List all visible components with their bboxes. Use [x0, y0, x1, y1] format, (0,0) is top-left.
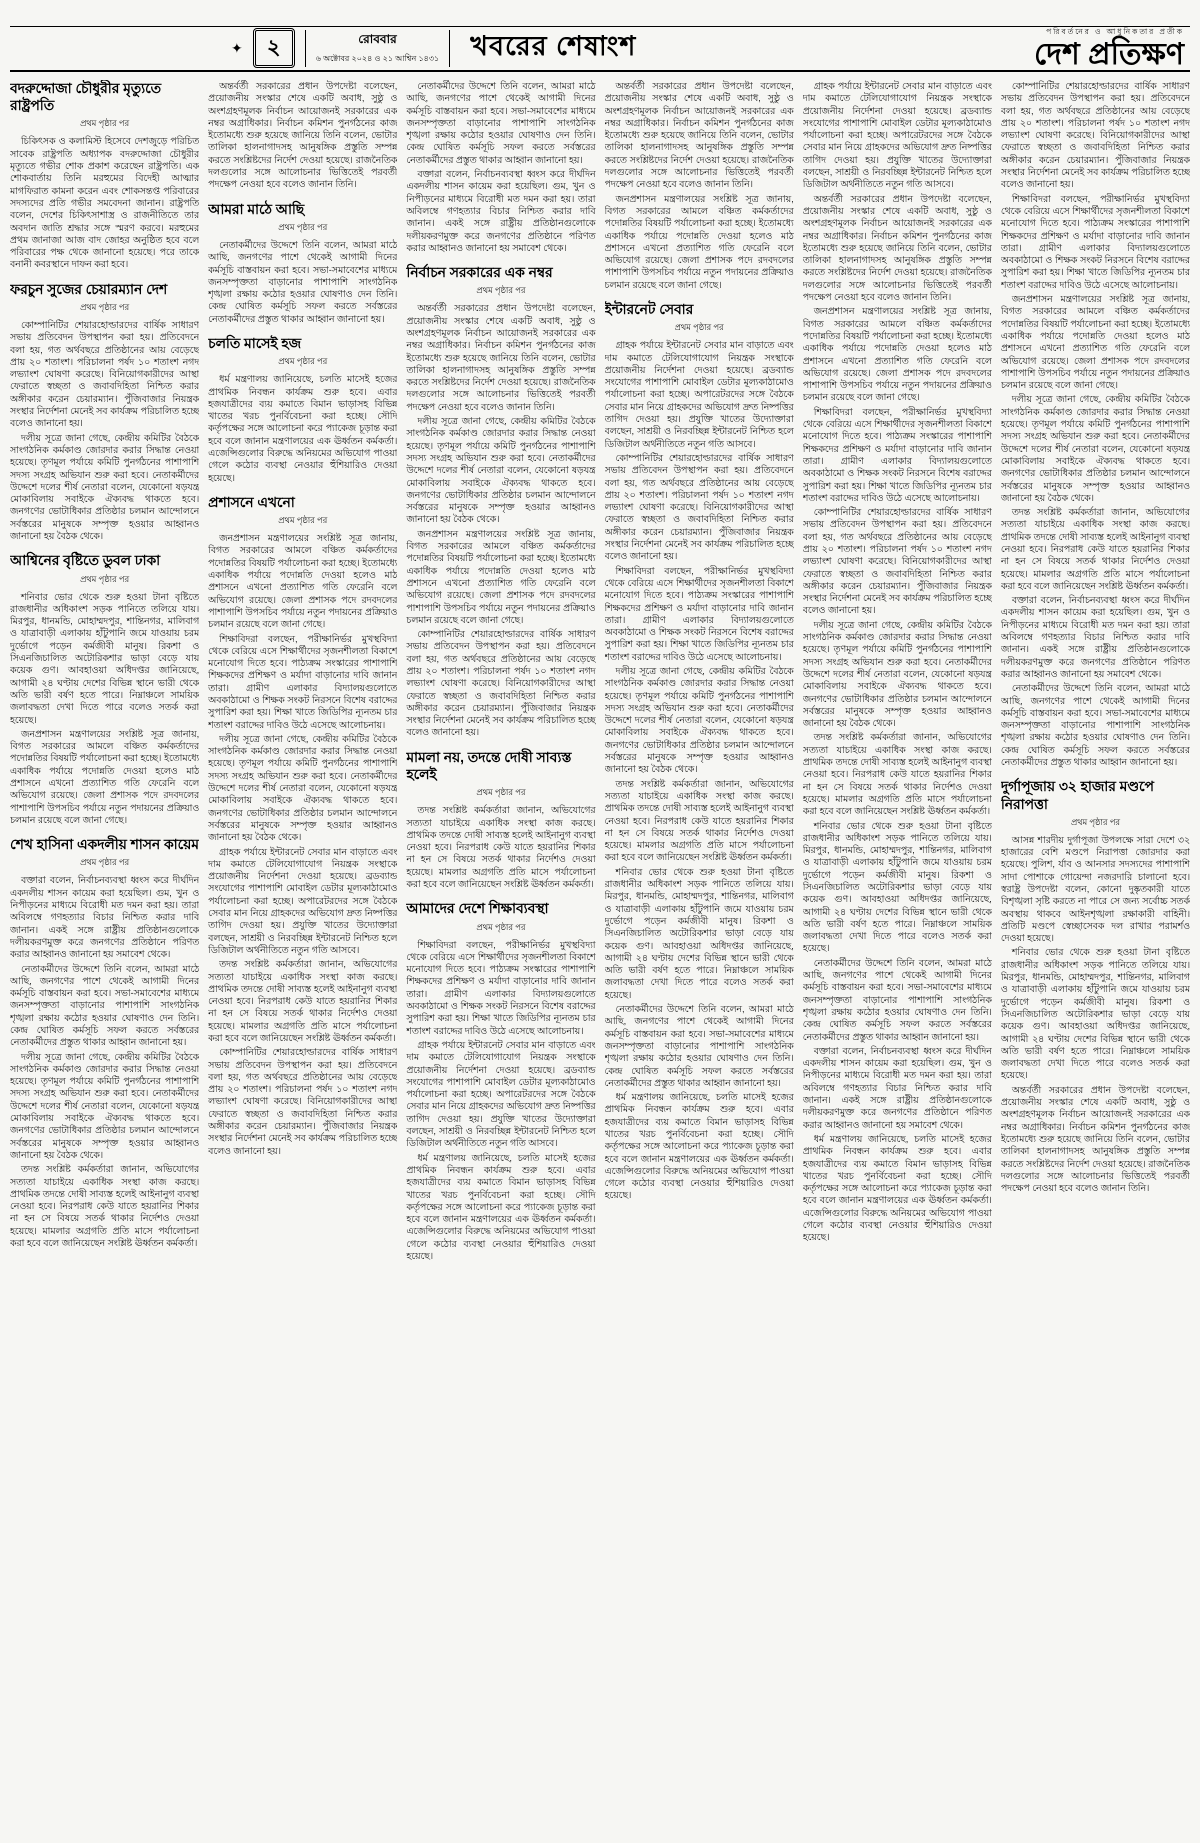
article-headline: মামলা নয়, তদন্তে দোষী সাব্যস্ত হলেই	[406, 749, 572, 783]
article-paragraph: গ্রাহক পর্যায়ে ইন্টারনেট সেবার মান বাড়াতে এবং দাম কমাতে টেলিযোগাযোগ নিয়ন্ত্রক সংস্থাকে প্রয়োজনীয় নির্দেশনা দেওয়া হয়েছে। ব্রডব্যান্ড সংযোগের পাশাপাশি মোবাইল ডেটার মূল্যকাঠামোও পর্যালোচনা করা হচ্ছে। অপারেটরদের সঙ্গে বৈঠকে সেবার মান নিয়ে গ্রাহকদের অভিযোগ দ্রুত নিষ্পত্তির তাগিদ দেওয়া হয়। প্রযুক্তি খাতের উদ্যোক্তারা বলছেন, সাশ্রয়ী ও নিরবচ্ছিন্ন ইন্টারনেট নিশ্চিত হলে ডিজিটাল অর্থনীতিতে নতুন গতি আসবে।	[208, 846, 398, 955]
day-label: রোববার	[358, 31, 397, 46]
article-headline: শেখ হাসিনা একদলীয় শাসন কায়েম	[10, 837, 199, 853]
section-title: খবরের শেষাংশ	[470, 30, 637, 61]
article-headline: দুর্গাপূজায় ৩২ হাজার মণ্ডপে নিরাপত্তা	[1000, 779, 1154, 812]
article-paragraph: বক্তারা বলেন, নির্বাচনব্যবস্থা ধ্বংস করে দীর্ঘদিন একদলীয় শাসন কায়েম করা হয়েছিল। গুম, খুন ও নিপীড়নের মাধ্যমে বিরোধী মত দমন করা হয়। তারা অবিলম্বে গণহত্যার বিচার নিশ্চিত করার দাবি জানান। একই সঙ্গে রাষ্ট্রীয় প্রতিষ্ঠানগুলোকে দলীয়করণমুক্ত করে জনগণের প্রতিষ্ঠানে পরিণত করার আহ্বানও জানানো হয় সমাবেশ থেকে।	[802, 1045, 992, 1130]
news-column	[208, 80, 397, 1830]
article-headline: আশ্বিনের বৃষ্টিতে ডুবল ঢাকা	[10, 553, 161, 569]
article-paragraph: নেতাকর্মীদের উদ্দেশে তিনি বলেন, আমরা মাঠে আছি, জনগণের পাশে থেকেই আগামী দিনের কর্মসূচি বাস্তবায়ন করা হবে। সভা-সমাবেশের মাধ্যমে জনসম্পৃক্ততা বাড়ানোর পাশাপাশি সাংগঠনিক শৃঙ্খলা রক্ষায় কঠোর হওয়ার ঘোষণাও দেন তিনি। কেন্দ্র ঘোষিত কর্মসূচি সফল করতে সর্বস্তরের নেতাকর্মীদের প্রস্তুত থাকার আহ্বান জানানো হয়।	[802, 957, 992, 1042]
article-paragraph: গ্রাহক পর্যায়ে ইন্টারনেট সেবার মান বাড়াতে এবং দাম কমাতে টেলিযোগাযোগ নিয়ন্ত্রক সংস্থাকে প্রয়োজনীয় নির্দেশনা দেওয়া হয়েছে। ব্রডব্যান্ড সংযোগের পাশাপাশি মোবাইল ডেটার মূল্যকাঠামোও পর্যালোচনা করা হচ্ছে। অপারেটরদের সঙ্গে বৈঠকে সেবার মান নিয়ে গ্রাহকদের অভিযোগ দ্রুত নিষ্পত্তির তাগিদ দেওয়া হয়। প্রযুক্তি খাতের উদ্যোক্তারা বলছেন, সাশ্রয়ী ও নিরবচ্ছিন্ন ইন্টারনেট নিশ্চিত হলে ডিজিটাল অর্থনীতিতে নতুন গতি আসবে।	[604, 340, 794, 449]
article-paragraph: নেতাকর্মীদের উদ্দেশে তিনি বলেন, আমরা মাঠে আছি, জনগণের পাশে থেকেই আগামী দিনের কর্মসূচি বাস্তবায়ন করা হবে। সভা-সমাবেশের মাধ্যমে জনসম্পৃক্ততা বাড়ানোর পাশাপাশি সাংগঠনিক শৃঙ্খলা রক্ষায় কঠোর হওয়ার ঘোষণাও দেন তিনি। কেন্দ্র ঘোষিত কর্মসূচি সফল করতে সর্বস্তরের নেতাকর্মীদের প্রস্তুত থাকার আহ্বান জানানো হয়।	[208, 239, 398, 324]
article-paragraph: শনিবার ভোর থেকে শুরু হওয়া টানা বৃষ্টিতে রাজধানীর অধিকাংশ সড়ক পানিতে তলিয়ে যায়। মিরপুর, ধানমন্ডি, মোহাম্মদপুর, শান্তিনগর, মালিবাগ ও যাত্রাবাড়ী এলাকায় হাঁটুপানি জমে যাওয়ায় চরম দুর্ভোগে পড়েন কর্মজীবী মানুষ। রিকশা ও সিএনজিচালিত অটোরিকশার ভাড়া বেড়ে যায় কয়েক গুণ। আবহাওয়া অধিদপ্তর জানিয়েছে, আগামী ২৪ ঘণ্টায় দেশের বিভিন্ন স্থানে ভারী থেকে অতি ভারী বর্ষণ হতে পারে। নিম্নাঞ্চলে সাময়িক জলাবদ্ধতা দেখা দিতে পারে বলেও সতর্ক করা হয়েছে।	[802, 820, 992, 954]
article-paragraph: ধর্ম মন্ত্রণালয় জানিয়েছে, চলতি মাসেই হজের প্রাথমিক নিবন্ধন কার্যক্রম শুরু হবে। এবার হজযাত্রীদের ব্যয় কমাতে বিমান ভাড়াসহ বিভিন্ন খাতের খরচ পুনর্বিবেচনা করা হচ্ছে। সৌদি কর্তৃপক্ষের সঙ্গে আলোচনা করে প্যাকেজ চূড়ান্ত করা হবে বলে জানান মন্ত্রণালয়ের এক ঊর্ধ্বতন কর্মকর্তা। এজেন্সিগুলোর বিরুদ্ধে অনিয়মের অভিযোগ পাওয়া গেলে কঠোর ব্যবস্থা নেওয়ার হুঁশিয়ারিও দেওয়া হয়েছে।	[604, 1092, 794, 1201]
article-paragraph: কোম্পানিটির শেয়ারহোল্ডারদের বার্ষিক সাধারণ সভায় প্রতিবেদন উপস্থাপন করা হয়। প্রতিবেদনে বলা হয়, গত অর্থবছরে প্রতিষ্ঠানের আয় বেড়েছে প্রায় ২০ শতাংশ। পরিচালনা পর্ষদ ১০ শতাংশ নগদ লভ্যাংশ ঘোষণা করেছে। বিনিয়োগকারীদের আস্থা ফেরাতে স্বচ্ছতা ও জবাবদিহিতা নিশ্চিত করার অঙ্গীকার করেন চেয়ারম্যান। পুঁজিবাজার নিয়ন্ত্রক সংস্থার নির্দেশনা মেনেই সব কার্যক্রম পরিচালিত হচ্ছে বলেও জানানো হয়।	[208, 1047, 398, 1156]
article-paragraph: বক্তারা বলেন, নির্বাচনব্যবস্থা ধ্বংস করে দীর্ঘদিন একদলীয় শাসন কায়েম করা হয়েছিল। গুম, খুন ও নিপীড়নের মাধ্যমে বিরোধী মত দমন করা হয়। তারা অবিলম্বে গণহত্যার বিচার নিশ্চিত করার দাবি জানান। একই সঙ্গে রাষ্ট্রীয় প্রতিষ্ঠানগুলোকে দলীয়করণমুক্ত করে জনগণের প্রতিষ্ঠানে পরিণত করার আহ্বানও জানানো হয় সমাবেশ থেকে।	[10, 875, 200, 960]
article-paragraph: শিক্ষাবিদরা বলছেন, পরীক্ষানির্ভর মুখস্থবিদ্যা থেকে বেরিয়ে এসে শিক্ষার্থীদের সৃজনশীলতা বিকাশে মনোযোগ দিতে হবে। পাঠ্যক্রম সংস্কারের পাশাপাশি শিক্ষকদের প্রশিক্ষণ ও মর্যাদা বাড়ানোর দাবি জানান তারা। গ্রামীণ এলাকার বিদ্যালয়গুলোতে অবকাঠামো ও শিক্ষক সংকট নিরসনে বিশেষ বরাদ্দের সুপারিশ করা হয়। শিক্ষা খাতে জিডিপির ন্যূনতম চার শতাংশ বরাদ্দের দাবিও উঠে এসেছে আলোচনায়।	[208, 633, 398, 730]
article-paragraph: তদন্ত সংশ্লিষ্ট কর্মকর্তারা জানান, অভিযোগের সত্যতা যাচাইয়ে একাধিক সংস্থা কাজ করছে। প্রাথমিক তদন্তে দোষী সাব্যস্ত হলেই আইনানুগ ব্যবস্থা নেওয়া হবে। নিরপরাধ কেউ যাতে হয়রানির শিকার না হন সে বিষয়ে সতর্ক থাকার নির্দেশও দেওয়া হয়েছে। মামলার অগ্রগতি প্রতি মাসে পর্যালোচনা করা হবে বলে জানিয়েছেন সংশ্লিষ্ট ঊর্ধ্বতন কর্মকর্তা।	[208, 959, 398, 1043]
continued-from-label: প্রথম পৃষ্ঠার পর	[80, 857, 130, 868]
article-paragraph: শনিবার ভোর থেকে শুরু হওয়া টানা বৃষ্টিতে রাজধানীর অধিকাংশ সড়ক পানিতে তলিয়ে যায়। মিরপুর, ধানমন্ডি, মোহাম্মদপুর, শান্তিনগর, মালিবাগ ও যাত্রাবাড়ী এলাকায় হাঁটুপানি জমে যাওয়ায় চরম দুর্ভোগে পড়েন কর্মজীবী মানুষ। রিকশা ও সিএনজিচালিত অটোরিকশার ভাড়া বেড়ে যায় কয়েক গুণ। আবহাওয়া অধিদপ্তর জানিয়েছে, আগামী ২৪ ঘণ্টায় দেশের বিভিন্ন স্থানে ভারী থেকে অতি ভারী বর্ষণ হতে পারে। নিম্নাঞ্চলে সাময়িক জলাবদ্ধতা দেখা দিতে পারে বলেও সতর্ক করা হয়েছে।	[604, 866, 794, 1000]
article-paragraph: কোম্পানিটির শেয়ারহোল্ডারদের বার্ষিক সাধারণ সভায় প্রতিবেদন উপস্থাপন করা হয়। প্রতিবেদনে বলা হয়, গত অর্থবছরে প্রতিষ্ঠানের আয় বেড়েছে প্রায় ২০ শতাংশ। পরিচালনা পর্ষদ ১০ শতাংশ নগদ লভ্যাংশ ঘোষণা করেছে। বিনিয়োগকারীদের আস্থা ফেরাতে স্বচ্ছতা ও জবাবদিহিতা নিশ্চিত করার অঙ্গীকার করেন চেয়ারম্যান। পুঁজিবাজার নিয়ন্ত্রক সংস্থার নির্দেশনা মেনেই সব কার্যক্রম পরিচালিত হচ্ছে বলেও জানানো হয়।	[802, 507, 992, 616]
article-paragraph: তদন্ত সংশ্লিষ্ট কর্মকর্তারা জানান, অভিযোগের সত্যতা যাচাইয়ে একাধিক সংস্থা কাজ করছে। প্রাথমিক তদন্তে দোষী সাব্যস্ত হলেই আইনানুগ ব্যবস্থা নেওয়া হবে। নিরপরাধ কেউ যাতে হয়রানির শিকার না হন সে বিষয়ে সতর্ক থাকার নির্দেশও দেওয়া হয়েছে। মামলার অগ্রগতি প্রতি মাসে পর্যালোচনা করা হবে বলে জানিয়েছেন সংশ্লিষ্ট ঊর্ধ্বতন কর্মকর্তা।	[604, 778, 794, 863]
continued-from-label: প্রথম পৃষ্ঠার পর	[1070, 816, 1120, 827]
article-paragraph: কোম্পানিটির শেয়ারহোল্ডারদের বার্ষিক সাধারণ সভায় প্রতিবেদন উপস্থাপন করা হয়। প্রতিবেদনে বলা হয়, গত অর্থবছরে প্রতিষ্ঠানের আয় বেড়েছে প্রায় ২০ শতাংশ। পরিচালনা পর্ষদ ১০ শতাংশ নগদ লভ্যাংশ ঘোষণা করেছে। বিনিয়োগকারীদের আস্থা ফেরাতে স্বচ্ছতা ও জবাবদিহিতা নিশ্চিত করার অঙ্গীকার করেন চেয়ারম্যান। পুঁজিবাজার নিয়ন্ত্রক সংস্থার নির্দেশনা মেনেই সব কার্যক্রম পরিচালিত হচ্ছে বলেও জানানো হয়।	[10, 319, 200, 429]
article-paragraph: শনিবার ভোর থেকে শুরু হওয়া টানা বৃষ্টিতে রাজধানীর অধিকাংশ সড়ক পানিতে তলিয়ে যায়। মিরপুর, ধানমন্ডি, মোহাম্মদপুর, শান্তিনগর, মালিবাগ ও যাত্রাবাড়ী এলাকায় হাঁটুপানি জমে যাওয়ায় চরম দুর্ভোগে পড়েন কর্মজীবী মানুষ। রিকশা ও সিএনজিচালিত অটোরিকশার ভাড়া বেড়ে যায় কয়েক গুণ। আবহাওয়া অধিদপ্তর জানিয়েছে, আগামী ২৪ ঘণ্টায় দেশের বিভিন্ন স্থানে ভারী থেকে অতি ভারী বর্ষণ হতে পারে। নিম্নাঞ্চলে সাময়িক জলাবদ্ধতা দেখা দিতে পারে বলেও সতর্ক করা হয়েছে।	[1000, 947, 1190, 1081]
continued-from-label: প্রথম পৃষ্ঠার পর	[80, 301, 130, 312]
article-paragraph: শিক্ষাবিদরা বলছেন, পরীক্ষানির্ভর মুখস্থবিদ্যা থেকে বেরিয়ে এসে শিক্ষার্থীদের সৃজনশীলতা বিকাশে মনোযোগ দিতে হবে। পাঠ্যক্রম সংস্কারের পাশাপাশি শিক্ষকদের প্রশিক্ষণ ও মর্যাদা বাড়ানোর দাবি জানান তারা। গ্রামীণ এলাকার বিদ্যালয়গুলোতে অবকাঠামো ও শিক্ষক সংকট নিরসনে বিশেষ বরাদ্দের সুপারিশ করা হয়। শিক্ষা খাতে জিডিপির ন্যূনতম চার শতাংশ বরাদ্দের দাবিও উঠে এসেছে আলোচনায়।	[604, 565, 794, 662]
article-paragraph: বক্তারা বলেন, নির্বাচনব্যবস্থা ধ্বংস করে দীর্ঘদিন একদলীয় শাসন কায়েম করা হয়েছিল। গুম, খুন ও নিপীড়নের মাধ্যমে বিরোধী মত দমন করা হয়। তারা অবিলম্বে গণহত্যার বিচার নিশ্চিত করার দাবি জানান। একই সঙ্গে রাষ্ট্রীয় প্রতিষ্ঠানগুলোকে দলীয়করণমুক্ত করে জনগণের প্রতিষ্ঠানে পরিণত করার আহ্বানও জানানো হয় সমাবেশ থেকে।	[1000, 595, 1190, 679]
article-paragraph: দলীয় সূত্রে জানা গেছে, কেন্দ্রীয় কমিটির বৈঠকে সাংগঠনিক কর্মকাণ্ড জোরদার করার সিদ্ধান্ত নেওয়া হয়েছে। তৃণমূল পর্যায়ে কমিটি পুনর্গঠনের পাশাপাশি সদস্য সংগ্রহ অভিযান শুরু করা হবে। নেতাকর্মীদের উদ্দেশে দলের শীর্ষ নেতারা বলেন, যেকোনো ষড়যন্ত্র মোকাবিলায় সবাইকে ঐক্যবদ্ধ থাকতে হবে। জনগণের ভোটাধিকার প্রতিষ্ঠার চলমান আন্দোলনে সর্বস্তরের মানুষকে সম্পৃক্ত হওয়ার আহ্বানও জানানো হয় বৈঠক থেকে।	[208, 733, 398, 843]
article-paragraph: তদন্ত সংশ্লিষ্ট কর্মকর্তারা জানান, অভিযোগের সত্যতা যাচাইয়ে একাধিক সংস্থা কাজ করছে। প্রাথমিক তদন্তে দোষী সাব্যস্ত হলেই আইনানুগ ব্যবস্থা নেওয়া হবে। নিরপরাধ কেউ যাতে হয়রানির শিকার না হন সে বিষয়ে সতর্ক থাকার নির্দেশও দেওয়া হয়েছে। মামলার অগ্রগতি প্রতি মাসে পর্যালোচনা করা হবে বলে জানিয়েছেন সংশ্লিষ্ট ঊর্ধ্বতন কর্মকর্তা।	[802, 732, 992, 817]
article-paragraph: বক্তারা বলেন, নির্বাচনব্যবস্থা ধ্বংস করে দীর্ঘদিন একদলীয় শাসন কায়েম করা হয়েছিল। গুম, খুন ও নিপীড়নের মাধ্যমে বিরোধী মত দমন করা হয়। তারা অবিলম্বে গণহত্যার বিচার নিশ্চিত করার দাবি জানান। একই সঙ্গে রাষ্ট্রীয় প্রতিষ্ঠানগুলোকে দলীয়করণমুক্ত করে জনগণের প্রতিষ্ঠানে পরিণত করার আহ্বানও জানানো হয় সমাবেশ থেকে।	[406, 169, 596, 253]
article-paragraph: অন্তর্বর্তী সরকারের প্রধান উপদেষ্টা বলেছেন, প্রয়োজনীয় সংস্কার শেষে একটি অবাধ, সুষ্ঠু ও অংশগ্রহণমূলক নির্বাচন আয়োজনই সরকারের এক নম্বর অগ্রাধিকার। নির্বাচন কমিশন পুনর্গঠনের কাজ ইতোমধ্যে শুরু হয়েছে জানিয়ে তিনি বলেন, ভোটার তালিকা হালনাগাদসহ আনুষঙ্গিক প্রস্তুতি সম্পন্ন করতে সংশ্লিষ্টদের নির্দেশ দেওয়া হয়েছে। রাজনৈতিক দলগুলোর সঙ্গে আলোচনার ভিত্তিতেই পরবর্তী পদক্ষেপ নেওয়া হবে বলেও জানান তিনি।	[802, 193, 992, 303]
article-paragraph: নেতাকর্মীদের উদ্দেশে তিনি বলেন, আমরা মাঠে আছি, জনগণের পাশে থেকেই আগামী দিনের কর্মসূচি বাস্তবায়ন করা হবে। সভা-সমাবেশের মাধ্যমে জনসম্পৃক্ততা বাড়ানোর পাশাপাশি সাংগঠনিক শৃঙ্খলা রক্ষায় কঠোর হওয়ার ঘোষণাও দেন তিনি। কেন্দ্র ঘোষিত কর্মসূচি সফল করতে সর্বস্তরের নেতাকর্মীদের প্রস্তুত থাকার আহ্বান জানানো হয়।	[604, 1004, 794, 1088]
article-headline: চলতি মাসেই হজ	[208, 335, 301, 351]
article-paragraph: আসন্ন শারদীয় দুর্গাপূজা উপলক্ষে সারা দেশে ৩২ হাজারের বেশি মণ্ডপে নিরাপত্তা জোরদার করা হয়েছে। পুলিশ, র্যাব ও আনসার সদস্যদের পাশাপাশি সাদা পোশাকে গোয়েন্দা নজরদারি চালানো হবে। স্বরাষ্ট্র উপদেষ্টা বলেন, কোনো দুষ্কৃতকারী যাতে বিশৃঙ্খলা সৃষ্টি করতে না পারে সে জন্য সর্বোচ্চ সতর্ক অবস্থায় থাকবে আইনশৃঙ্খলা রক্ষাকারী বাহিনী। প্রতিটি মণ্ডপে স্বেচ্ছাসেবক দল রাখার পরামর্শও দেওয়া হয়েছে।	[1000, 834, 1190, 944]
article-paragraph: কোম্পানিটির শেয়ারহোল্ডারদের বার্ষিক সাধারণ সভায় প্রতিবেদন উপস্থাপন করা হয়। প্রতিবেদনে বলা হয়, গত অর্থবছরে প্রতিষ্ঠানের আয় বেড়েছে প্রায় ২০ শতাংশ। পরিচালনা পর্ষদ ১০ শতাংশ নগদ লভ্যাংশ ঘোষণা করেছে। বিনিয়োগকারীদের আস্থা ফেরাতে স্বচ্ছতা ও জবাবদিহিতা নিশ্চিত করার অঙ্গীকার করেন চেয়ারম্যান। পুঁজিবাজার নিয়ন্ত্রক সংস্থার নির্দেশনা মেনেই সব কার্যক্রম পরিচালিত হচ্ছে বলেও জানানো হয়।	[1000, 81, 1190, 190]
article-paragraph: শনিবার ভোর থেকে শুরু হওয়া টানা বৃষ্টিতে রাজধানীর অধিকাংশ সড়ক পানিতে তলিয়ে যায়। মিরপুর, ধানমন্ডি, মোহাম্মদপুর, শান্তিনগর, মালিবাগ ও যাত্রাবাড়ী এলাকায় হাঁটুপানি জমে যাওয়ায় চরম দুর্ভোগে পড়েন কর্মজীবী মানুষ। রিকশা ও সিএনজিচালিত অটোরিকশার ভাড়া বেড়ে যায় কয়েক গুণ। আবহাওয়া অধিদপ্তর জানিয়েছে, আগামী ২৪ ঘণ্টায় দেশের বিভিন্ন স্থানে ভারী থেকে অতি ভারী বর্ষণ হতে পারে। নিম্নাঞ্চলে সাময়িক জলাবদ্ধতা দেখা দিতে পারে বলেও সতর্ক করা হয়েছে।	[10, 591, 200, 725]
article-paragraph: দলীয় সূত্রে জানা গেছে, কেন্দ্রীয় কমিটির বৈঠকে সাংগঠনিক কর্মকাণ্ড জোরদার করার সিদ্ধান্ত নেওয়া হয়েছে। তৃণমূল পর্যায়ে কমিটি পুনর্গঠনের পাশাপাশি সদস্য সংগ্রহ অভিযান শুরু করা হবে। নেতাকর্মীদের উদ্দেশে দলের শীর্ষ নেতারা বলেন, যেকোনো ষড়যন্ত্র মোকাবিলায় সবাইকে ঐক্যবদ্ধ থাকতে হবে। জনগণের ভোটাধিকার প্রতিষ্ঠার চলমান আন্দোলনে সর্বস্তরের মানুষকে সম্পৃক্ত হওয়ার আহ্বানও জানানো হয় বৈঠক থেকে।	[406, 416, 596, 525]
article-paragraph: ধর্ম মন্ত্রণালয় জানিয়েছে, চলতি মাসেই হজের প্রাথমিক নিবন্ধন কার্যক্রম শুরু হবে। এবার হজযাত্রীদের ব্যয় কমাতে বিমান ভাড়াসহ বিভিন্ন খাতের খরচ পুনর্বিবেচনা করা হচ্ছে। সৌদি কর্তৃপক্ষের সঙ্গে আলোচনা করে প্যাকেজ চূড়ান্ত করা হবে বলে জানান মন্ত্রণালয়ের এক ঊর্ধ্বতন কর্মকর্তা। এজেন্সিগুলোর বিরুদ্ধে অনিয়মের অভিযোগ পাওয়া গেলে কঠোর ব্যবস্থা নেওয়ার হুঁশিয়ারিও দেওয়া হয়েছে।	[208, 374, 398, 483]
continued-from-label: প্রথম পৃষ্ঠার পর	[674, 322, 724, 333]
article-paragraph: নেতাকর্মীদের উদ্দেশে তিনি বলেন, আমরা মাঠে আছি, জনগণের পাশে থেকেই আগামী দিনের কর্মসূচি বাস্তবায়ন করা হবে। সভা-সমাবেশের মাধ্যমে জনসম্পৃক্ততা বাড়ানোর পাশাপাশি সাংগঠনিক শৃঙ্খলা রক্ষায় কঠোর হওয়ার ঘোষণাও দেন তিনি। কেন্দ্র ঘোষিত কর্মসূচি সফল করতে সর্বস্তরের নেতাকর্মীদের প্রস্তুত থাকার আহ্বান জানানো হয়।	[10, 963, 200, 1048]
article-headline: ইন্টারনেট সেবার	[604, 302, 694, 318]
article-paragraph: অন্তর্বর্তী সরকারের প্রধান উপদেষ্টা বলেছেন, প্রয়োজনীয় সংস্কার শেষে একটি অবাধ, সুষ্ঠু ও অংশগ্রহণমূলক নির্বাচন আয়োজনই সরকারের এক নম্বর অগ্রাধিকার। নির্বাচন কমিশন পুনর্গঠনের কাজ ইতোমধ্যে শুরু হয়েছে জানিয়ে তিনি বলেন, ভোটার তালিকা হালনাগাদসহ আনুষঙ্গিক প্রস্তুতি সম্পন্ন করতে সংশ্লিষ্টদের নির্দেশ দেওয়া হয়েছে। রাজনৈতিক দলগুলোর সঙ্গে আলোচনার ভিত্তিতেই পরবর্তী পদক্ষেপ নেওয়া হবে বলেও জানান তিনি।	[406, 303, 596, 412]
article-headline: আমাদের দেশে শিক্ষাব্যবস্থা	[406, 901, 549, 917]
article-paragraph: শিক্ষাবিদরা বলছেন, পরীক্ষানির্ভর মুখস্থবিদ্যা থেকে বেরিয়ে এসে শিক্ষার্থীদের সৃজনশীলতা বিকাশে মনোযোগ দিতে হবে। পাঠ্যক্রম সংস্কারের পাশাপাশি শিক্ষকদের প্রশিক্ষণ ও মর্যাদা বাড়ানোর দাবি জানান তারা। গ্রামীণ এলাকার বিদ্যালয়গুলোতে অবকাঠামো ও শিক্ষক সংকট নিরসনে বিশেষ বরাদ্দের সুপারিশ করা হয়। শিক্ষা খাতে জিডিপির ন্যূনতম চার শতাংশ বরাদ্দের দাবিও উঠে এসেছে আলোচনায়।	[406, 939, 596, 1036]
article-paragraph: চিকিৎসক ও কলামিস্ট হিসেবে দেশজুড়ে পরিচিত সাবেক রাষ্ট্রপতি অধ্যাপক বদরুদ্দোজা চৌধুরীর মৃত্যুতে গভীর শোক প্রকাশ করেছেন রাষ্ট্রপতি। এক শোকবার্তায় তিনি মরহুমের বিদেহী আত্মার মাগফিরাত কামনা করেন এবং শোকসন্তপ্ত পরিবারের সদস্যদের প্রতি গভীর সমবেদনা জানান। রাষ্ট্রপতি বলেন, দেশের চিকিৎসাশাস্ত্র ও রাজনীতিতে তার অবদান জাতি শ্রদ্ধার সঙ্গে স্মরণ করবে। মরহুমের প্রথম জানাজা আজ বাদ জোহর অনুষ্ঠিত হবে বলে পরিবারের পক্ষ থেকে জানানো হয়েছে। পরে তাকে বনানী কবরস্থানে দাফন করা হবে।	[10, 136, 200, 270]
article-headline: বদরুদ্দোজা চৌধুরীর মৃত্যুতে রাষ্ট্রপতি	[10, 81, 162, 114]
news-column	[803, 80, 992, 1830]
news-column	[10, 80, 199, 1830]
date-block	[305, 30, 451, 67]
newspaper-brand	[1034, 27, 1184, 70]
article-paragraph: জনপ্রশাসন মন্ত্রণালয়ের সংশ্লিষ্ট সূত্র জানায়, বিগত সরকারের আমলে বঞ্চিত কর্মকর্তাদের পদোন্নতির বিষয়টি পর্যালোচনা করা হচ্ছে। ইতোমধ্যে একাধিক পর্যায়ে পদোন্নতি দেওয়া হলেও মাঠ প্রশাসনে এখনো প্রত্যাশিত গতি ফেরেনি বলে অভিযোগ রয়েছে। জেলা প্রশাসক পদে রদবদলের পাশাপাশি উপসচিব পর্যায়ে নতুন পদায়নের প্রক্রিয়াও চলমান রয়েছে বলে জানা গেছে।	[802, 306, 992, 403]
continued-from-label: প্রথম পৃষ্ঠার পর	[278, 356, 328, 367]
continued-from-label: প্রথম পৃষ্ঠার পর	[278, 515, 328, 526]
article-paragraph: ধর্ম মন্ত্রণালয় জানিয়েছে, চলতি মাসেই হজের প্রাথমিক নিবন্ধন কার্যক্রম শুরু হবে। এবার হজযাত্রীদের ব্যয় কমাতে বিমান ভাড়াসহ বিভিন্ন খাতের খরচ পুনর্বিবেচনা করা হচ্ছে। সৌদি কর্তৃপক্ষের সঙ্গে আলোচনা করে প্যাকেজ চূড়ান্ত করা হবে বলে জানান মন্ত্রণালয়ের এক ঊর্ধ্বতন কর্মকর্তা। এজেন্সিগুলোর বিরুদ্ধে অনিয়মের অভিযোগ পাওয়া গেলে কঠোর ব্যবস্থা নেওয়ার হুঁশিয়ারিও দেওয়া হয়েছে।	[406, 1152, 596, 1261]
article-paragraph: কোম্পানিটির শেয়ারহোল্ডারদের বার্ষিক সাধারণ সভায় প্রতিবেদন উপস্থাপন করা হয়। প্রতিবেদনে বলা হয়, গত অর্থবছরে প্রতিষ্ঠানের আয় বেড়েছে প্রায় ২০ শতাংশ। পরিচালনা পর্ষদ ১০ শতাংশ নগদ লভ্যাংশ ঘোষণা করেছে। বিনিয়োগকারীদের আস্থা ফেরাতে স্বচ্ছতা ও জবাবদিহিতা নিশ্চিত করার অঙ্গীকার করেন চেয়ারম্যান। পুঁজিবাজার নিয়ন্ত্রক সংস্থার নির্দেশনা মেনেই সব কার্যক্রম পরিচালিত হচ্ছে বলেও জানানো হয়।	[604, 452, 794, 562]
article-paragraph: কোম্পানিটির শেয়ারহোল্ডারদের বার্ষিক সাধারণ সভায় প্রতিবেদন উপস্থাপন করা হয়। প্রতিবেদনে বলা হয়, গত অর্থবছরে প্রতিষ্ঠানের আয় বেড়েছে প্রায় ২০ শতাংশ। পরিচালনা পর্ষদ ১০ শতাংশ নগদ লভ্যাংশ ঘোষণা করেছে। বিনিয়োগকারীদের আস্থা ফেরাতে স্বচ্ছতা ও জবাবদিহিতা নিশ্চিত করার অঙ্গীকার করেন চেয়ারম্যান। পুঁজিবাজার নিয়ন্ত্রক সংস্থার নির্দেশনা মেনেই সব কার্যক্রম পরিচালিত হচ্ছে বলেও জানানো হয়।	[406, 629, 596, 738]
article-paragraph: দলীয় সূত্রে জানা গেছে, কেন্দ্রীয় কমিটির বৈঠকে সাংগঠনিক কর্মকাণ্ড জোরদার করার সিদ্ধান্ত নেওয়া হয়েছে। তৃণমূল পর্যায়ে কমিটি পুনর্গঠনের পাশাপাশি সদস্য সংগ্রহ অভিযান শুরু করা হবে। নেতাকর্মীদের উদ্দেশে দলের শীর্ষ নেতারা বলেন, যেকোনো ষড়যন্ত্র মোকাবিলায় সবাইকে ঐক্যবদ্ধ থাকতে হবে। জনগণের ভোটাধিকার প্রতিষ্ঠার চলমান আন্দোলনে সর্বস্তরের মানুষকে সম্পৃক্ত হওয়ার আহ্বানও জানানো হয় বৈঠক থেকে।	[10, 1051, 200, 1160]
continued-from-label: প্রথম পৃষ্ঠার পর	[476, 787, 526, 798]
article-paragraph: জনপ্রশাসন মন্ত্রণালয়ের সংশ্লিষ্ট সূত্র জানায়, বিগত সরকারের আমলে বঞ্চিত কর্মকর্তাদের পদোন্নতির বিষয়টি পর্যালোচনা করা হচ্ছে। ইতোমধ্যে একাধিক পর্যায়ে পদোন্নতি দেওয়া হলেও মাঠ প্রশাসনে এখনো প্রত্যাশিত গতি ফেরেনি বলে অভিযোগ রয়েছে। জেলা প্রশাসক পদে রদবদলের পাশাপাশি উপসচিব পর্যায়ে নতুন পদায়নের প্রক্রিয়াও চলমান রয়েছে বলে জানা গেছে।	[10, 728, 200, 825]
continued-from-label: প্রথম পৃষ্ঠার পর	[80, 118, 130, 129]
news-column	[605, 80, 794, 1830]
article-paragraph: জনপ্রশাসন মন্ত্রণালয়ের সংশ্লিষ্ট সূত্র জানায়, বিগত সরকারের আমলে বঞ্চিত কর্মকর্তাদের পদোন্নতির বিষয়টি পর্যালোচনা করা হচ্ছে। ইতোমধ্যে একাধিক পর্যায়ে পদোন্নতি দেওয়া হলেও মাঠ প্রশাসনে এখনো প্রত্যাশিত গতি ফেরেনি বলে অভিযোগ রয়েছে। জেলা প্রশাসক পদে রদবদলের পাশাপাশি উপসচিব পর্যায়ে নতুন পদায়নের প্রক্রিয়াও চলমান রয়েছে বলে জানা গেছে।	[208, 533, 398, 630]
article-paragraph: তদন্ত সংশ্লিষ্ট কর্মকর্তারা জানান, অভিযোগের সত্যতা যাচাইয়ে একাধিক সংস্থা কাজ করছে। প্রাথমিক তদন্তে দোষী সাব্যস্ত হলেই আইনানুগ ব্যবস্থা নেওয়া হবে। নিরপরাধ কেউ যাতে হয়রানির শিকার না হন সে বিষয়ে সতর্ক থাকার নির্দেশও দেওয়া হয়েছে। মামলার অগ্রগতি প্রতি মাসে পর্যালোচনা করা হবে বলে জানিয়েছেন সংশ্লিষ্ট ঊর্ধ্বতন কর্মকর্তা।	[406, 805, 596, 890]
article-headline: প্রশাসনে এখনো	[208, 494, 295, 510]
date-label: ৬ অক্টোবর ২০২৪ ও ২১ আশ্বিন ১৪৩১	[315, 53, 440, 63]
article-paragraph: শিক্ষাবিদরা বলছেন, পরীক্ষানির্ভর মুখস্থবিদ্যা থেকে বেরিয়ে এসে শিক্ষার্থীদের সৃজনশীলতা বিকাশে মনোযোগ দিতে হবে। পাঠ্যক্রম সংস্কারের পাশাপাশি শিক্ষকদের প্রশিক্ষণ ও মর্যাদা বাড়ানোর দাবি জানান তারা। গ্রামীণ এলাকার বিদ্যালয়গুলোতে অবকাঠামো ও শিক্ষক সংকট নিরসনে বিশেষ বরাদ্দের সুপারিশ করা হয়। শিক্ষা খাতে জিডিপির ন্যূনতম চার শতাংশ বরাদ্দের দাবিও উঠে এসেছে আলোচনায়।	[1000, 193, 1190, 290]
article-paragraph: অন্তর্বর্তী সরকারের প্রধান উপদেষ্টা বলেছেন, প্রয়োজনীয় সংস্কার শেষে একটি অবাধ, সুষ্ঠু ও অংশগ্রহণমূলক নির্বাচন আয়োজনই সরকারের এক নম্বর অগ্রাধিকার। নির্বাচন কমিশন পুনর্গঠনের কাজ ইতোমধ্যে শুরু হয়েছে জানিয়ে তিনি বলেন, ভোটার তালিকা হালনাগাদসহ আনুষঙ্গিক প্রস্তুতি সম্পন্ন করতে সংশ্লিষ্টদের নির্দেশ দেওয়া হয়েছে। রাজনৈতিক দলগুলোর সঙ্গে আলোচনার ভিত্তিতেই পরবর্তী পদক্ষেপ নেওয়া হবে বলেও জানান তিনি।	[604, 81, 794, 190]
article-paragraph: দলীয় সূত্রে জানা গেছে, কেন্দ্রীয় কমিটির বৈঠকে সাংগঠনিক কর্মকাণ্ড জোরদার করার সিদ্ধান্ত নেওয়া হয়েছে। তৃণমূল পর্যায়ে কমিটি পুনর্গঠনের পাশাপাশি সদস্য সংগ্রহ অভিযান শুরু করা হবে। নেতাকর্মীদের উদ্দেশে দলের শীর্ষ নেতারা বলেন, যেকোনো ষড়যন্ত্র মোকাবিলায় সবাইকে ঐক্যবদ্ধ থাকতে হবে। জনগণের ভোটাধিকার প্রতিষ্ঠার চলমান আন্দোলনে সর্বস্তরের মানুষকে সম্পৃক্ত হওয়ার আহ্বানও জানানো হয় বৈঠক থেকে।	[10, 432, 200, 542]
article-paragraph: ধর্ম মন্ত্রণালয় জানিয়েছে, চলতি মাসেই হজের প্রাথমিক নিবন্ধন কার্যক্রম শুরু হবে। এবার হজযাত্রীদের ব্যয় কমাতে বিমান ভাড়াসহ বিভিন্ন খাতের খরচ পুনর্বিবেচনা করা হচ্ছে। সৌদি কর্তৃপক্ষের সঙ্গে আলোচনা করে প্যাকেজ চূড়ান্ত করা হবে বলে জানান মন্ত্রণালয়ের এক ঊর্ধ্বতন কর্মকর্তা। এজেন্সিগুলোর বিরুদ্ধে অনিয়মের অভিযোগ পাওয়া গেলে কঠোর ব্যবস্থা নেওয়ার হুঁশিয়ারিও দেওয়া হয়েছে।	[802, 1133, 992, 1243]
continued-from-label: প্রথম পৃষ্ঠার পর	[476, 285, 526, 296]
columns-area	[10, 80, 1190, 1830]
article-paragraph: শিক্ষাবিদরা বলছেন, পরীক্ষানির্ভর মুখস্থবিদ্যা থেকে বেরিয়ে এসে শিক্ষার্থীদের সৃজনশীলতা বিকাশে মনোযোগ দিতে হবে। পাঠ্যক্রম সংস্কারের পাশাপাশি শিক্ষকদের প্রশিক্ষণ ও মর্যাদা বাড়ানোর দাবি জানান তারা। গ্রামীণ এলাকার বিদ্যালয়গুলোতে অবকাঠামো ও শিক্ষক সংকট নিরসনে বিশেষ বরাদ্দের সুপারিশ করা হয়। শিক্ষা খাতে জিডিপির ন্যূনতম চার শতাংশ বরাদ্দের দাবিও উঠে এসেছে আলোচনায়।	[802, 406, 992, 503]
continued-from-label: প্রথম পৃষ্ঠার পর	[80, 573, 130, 584]
article-paragraph: জনপ্রশাসন মন্ত্রণালয়ের সংশ্লিষ্ট সূত্র জানায়, বিগত সরকারের আমলে বঞ্চিত কর্মকর্তাদের পদোন্নতির বিষয়টি পর্যালোচনা করা হচ্ছে। ইতোমধ্যে একাধিক পর্যায়ে পদোন্নতি দেওয়া হলেও মাঠ প্রশাসনে এখনো প্রত্যাশিত গতি ফেরেনি বলে অভিযোগ রয়েছে। জেলা প্রশাসক পদে রদবদলের পাশাপাশি উপসচিব পর্যায়ে নতুন পদায়নের প্রক্রিয়াও চলমান রয়েছে বলে জানা গেছে।	[604, 193, 794, 290]
article-headline: ফরচুন সুজের চেয়ারম্যান দেশ	[10, 281, 168, 297]
article-paragraph: অন্তর্বর্তী সরকারের প্রধান উপদেষ্টা বলেছেন, প্রয়োজনীয় সংস্কার শেষে একটি অবাধ, সুষ্ঠু ও অংশগ্রহণমূলক নির্বাচন আয়োজনই সরকারের এক নম্বর অগ্রাধিকার। নির্বাচন কমিশন পুনর্গঠনের কাজ ইতোমধ্যে শুরু হয়েছে জানিয়ে তিনি বলেন, ভোটার তালিকা হালনাগাদসহ আনুষঙ্গিক প্রস্তুতি সম্পন্ন করতে সংশ্লিষ্টদের নির্দেশ দেওয়া হয়েছে। রাজনৈতিক দলগুলোর সঙ্গে আলোচনার ভিত্তিতেই পরবর্তী পদক্ষেপ নেওয়া হবে বলেও জানান তিনি।	[208, 81, 398, 190]
ornament-icon: ✦	[231, 39, 243, 56]
article-paragraph: নেতাকর্মীদের উদ্দেশে তিনি বলেন, আমরা মাঠে আছি, জনগণের পাশে থেকেই আগামী দিনের কর্মসূচি বাস্তবায়ন করা হবে। সভা-সমাবেশের মাধ্যমে জনসম্পৃক্ততা বাড়ানোর পাশাপাশি সাংগঠনিক শৃঙ্খলা রক্ষায় কঠোর হওয়ার ঘোষণাও দেন তিনি। কেন্দ্র ঘোষিত কর্মসূচি সফল করতে সর্বস্তরের নেতাকর্মীদের প্রস্তুত থাকার আহ্বান জানানো হয়।	[1000, 683, 1190, 768]
article-headline: নির্বাচন সরকারের এক নম্বর	[406, 265, 553, 281]
continued-from-label: প্রথম পৃষ্ঠার পর	[476, 921, 526, 932]
page-number-badge	[253, 28, 295, 68]
article-paragraph: জনপ্রশাসন মন্ত্রণালয়ের সংশ্লিষ্ট সূত্র জানায়, বিগত সরকারের আমলে বঞ্চিত কর্মকর্তাদের পদোন্নতির বিষয়টি পর্যালোচনা করা হচ্ছে। ইতোমধ্যে একাধিক পর্যায়ে পদোন্নতি দেওয়া হলেও মাঠ প্রশাসনে এখনো প্রত্যাশিত গতি ফেরেনি বলে অভিযোগ রয়েছে। জেলা প্রশাসক পদে রদবদলের পাশাপাশি উপসচিব পর্যায়ে নতুন পদায়নের প্রক্রিয়াও চলমান রয়েছে বলে জানা গেছে।	[1000, 294, 1190, 391]
article-paragraph: গ্রাহক পর্যায়ে ইন্টারনেট সেবার মান বাড়াতে এবং দাম কমাতে টেলিযোগাযোগ নিয়ন্ত্রক সংস্থাকে প্রয়োজনীয় নির্দেশনা দেওয়া হয়েছে। ব্রডব্যান্ড সংযোগের পাশাপাশি মোবাইল ডেটার মূল্যকাঠামোও পর্যালোচনা করা হচ্ছে। অপারেটরদের সঙ্গে বৈঠকে সেবার মান নিয়ে গ্রাহকদের অভিযোগ দ্রুত নিষ্পত্তির তাগিদ দেওয়া হয়। প্রযুক্তি খাতের উদ্যোক্তারা বলছেন, সাশ্রয়ী ও নিরবচ্ছিন্ন ইন্টারনেট নিশ্চিত হলে ডিজিটাল অর্থনীতিতে নতুন গতি আসবে।	[406, 1039, 596, 1149]
brand-tagline: পরিবর্তনের ও আধুনিকতার প্রতীক	[1046, 26, 1184, 36]
continued-from-label: প্রথম পৃষ্ঠার পর	[278, 221, 328, 232]
news-column	[1001, 80, 1190, 1830]
article-paragraph: নেতাকর্মীদের উদ্দেশে তিনি বলেন, আমরা মাঠে আছি, জনগণের পাশে থেকেই আগামী দিনের কর্মসূচি বাস্তবায়ন করা হবে। সভা-সমাবেশের মাধ্যমে জনসম্পৃক্ততা বাড়ানোর পাশাপাশি সাংগঠনিক শৃঙ্খলা রক্ষায় কঠোর হওয়ার ঘোষণাও দেন তিনি। কেন্দ্র ঘোষিত কর্মসূচি সফল করতে সর্বস্তরের নেতাকর্মীদের প্রস্তুত থাকার আহ্বান জানানো হয়।	[406, 81, 596, 165]
article-paragraph: জনপ্রশাসন মন্ত্রণালয়ের সংশ্লিষ্ট সূত্র জানায়, বিগত সরকারের আমলে বঞ্চিত কর্মকর্তাদের পদোন্নতির বিষয়টি পর্যালোচনা করা হচ্ছে। ইতোমধ্যে একাধিক পর্যায়ে পদোন্নতি দেওয়া হলেও মাঠ প্রশাসনে এখনো প্রত্যাশিত গতি ফেরেনি বলে অভিযোগ রয়েছে। জেলা প্রশাসক পদে রদবদলের পাশাপাশি উপসচিব পর্যায়ে নতুন পদায়নের প্রক্রিয়াও চলমান রয়েছে বলে জানা গেছে।	[406, 528, 596, 625]
article-paragraph: দলীয় সূত্রে জানা গেছে, কেন্দ্রীয় কমিটির বৈঠকে সাংগঠনিক কর্মকাণ্ড জোরদার করার সিদ্ধান্ত নেওয়া হয়েছে। তৃণমূল পর্যায়ে কমিটি পুনর্গঠনের পাশাপাশি সদস্য সংগ্রহ অভিযান শুরু করা হবে। নেতাকর্মীদের উদ্দেশে দলের শীর্ষ নেতারা বলেন, যেকোনো ষড়যন্ত্র মোকাবিলায় সবাইকে ঐক্যবদ্ধ থাকতে হবে। জনগণের ভোটাধিকার প্রতিষ্ঠার চলমান আন্দোলনে সর্বস্তরের মানুষকে সম্পৃক্ত হওয়ার আহ্বানও জানানো হয় বৈঠক থেকে।	[802, 619, 992, 729]
article-paragraph: দলীয় সূত্রে জানা গেছে, কেন্দ্রীয় কমিটির বৈঠকে সাংগঠনিক কর্মকাণ্ড জোরদার করার সিদ্ধান্ত নেওয়া হয়েছে। তৃণমূল পর্যায়ে কমিটি পুনর্গঠনের পাশাপাশি সদস্য সংগ্রহ অভিযান শুরু করা হবে। নেতাকর্মীদের উদ্দেশে দলের শীর্ষ নেতারা বলেন, যেকোনো ষড়যন্ত্র মোকাবিলায় সবাইকে ঐক্যবদ্ধ থাকতে হবে। জনগণের ভোটাধিকার প্রতিষ্ঠার চলমান আন্দোলনে সর্বস্তরের মানুষকে সম্পৃক্ত হওয়ার আহ্বানও জানানো হয় বৈঠক থেকে।	[1000, 394, 1190, 503]
article-paragraph: অন্তর্বর্তী সরকারের প্রধান উপদেষ্টা বলেছেন, প্রয়োজনীয় সংস্কার শেষে একটি অবাধ, সুষ্ঠু ও অংশগ্রহণমূলক নির্বাচন আয়োজনই সরকারের এক নম্বর অগ্রাধিকার। নির্বাচন কমিশন পুনর্গঠনের কাজ ইতোমধ্যে শুরু হয়েছে জানিয়ে তিনি বলেন, ভোটার তালিকা হালনাগাদসহ আনুষঙ্গিক প্রস্তুতি সম্পন্ন করতে সংশ্লিষ্টদের নির্দেশ দেওয়া হয়েছে। রাজনৈতিক দলগুলোর সঙ্গে আলোচনার ভিত্তিতেই পরবর্তী পদক্ষেপ নেওয়া হবে বলেও জানান তিনি।	[1000, 1084, 1190, 1194]
article-headline: আমরা মাঠে আছি	[208, 201, 305, 217]
news-column	[406, 80, 595, 1830]
article-paragraph: গ্রাহক পর্যায়ে ইন্টারনেট সেবার মান বাড়াতে এবং দাম কমাতে টেলিযোগাযোগ নিয়ন্ত্রক সংস্থাকে প্রয়োজনীয় নির্দেশনা দেওয়া হয়েছে। ব্রডব্যান্ড সংযোগের পাশাপাশি মোবাইল ডেটার মূল্যকাঠামোও পর্যালোচনা করা হচ্ছে। অপারেটরদের সঙ্গে বৈঠকে সেবার মান নিয়ে গ্রাহকদের অভিযোগ দ্রুত নিষ্পত্তির তাগিদ দেওয়া হয়। প্রযুক্তি খাতের উদ্যোক্তারা বলছেন, সাশ্রয়ী ও নিরবচ্ছিন্ন ইন্টারনেট নিশ্চিত হলে ডিজিটাল অর্থনীতিতে নতুন গতি আসবে।	[802, 81, 992, 190]
masthead	[10, 26, 1190, 72]
article-paragraph: তদন্ত সংশ্লিষ্ট কর্মকর্তারা জানান, অভিযোগের সত্যতা যাচাইয়ে একাধিক সংস্থা কাজ করছে। প্রাথমিক তদন্তে দোষী সাব্যস্ত হলেই আইনানুগ ব্যবস্থা নেওয়া হবে। নিরপরাধ কেউ যাতে হয়রানির শিকার না হন সে বিষয়ে সতর্ক থাকার নির্দেশও দেওয়া হয়েছে। মামলার অগ্রগতি প্রতি মাসে পর্যালোচনা করা হবে বলে জানিয়েছেন সংশ্লিষ্ট ঊর্ধ্বতন কর্মকর্তা।	[1000, 507, 1190, 591]
article-paragraph: দলীয় সূত্রে জানা গেছে, কেন্দ্রীয় কমিটির বৈঠকে সাংগঠনিক কর্মকাণ্ড জোরদার করার সিদ্ধান্ত নেওয়া হয়েছে। তৃণমূল পর্যায়ে কমিটি পুনর্গঠনের পাশাপাশি সদস্য সংগ্রহ অভিযান শুরু করা হবে। নেতাকর্মীদের উদ্দেশে দলের শীর্ষ নেতারা বলেন, যেকোনো ষড়যন্ত্র মোকাবিলায় সবাইকে ঐক্যবদ্ধ থাকতে হবে। জনগণের ভোটাধিকার প্রতিষ্ঠার চলমান আন্দোলনে সর্বস্তরের মানুষকে সম্পৃক্ত হওয়ার আহ্বানও জানানো হয় বৈঠক থেকে।	[604, 666, 794, 775]
article-paragraph: তদন্ত সংশ্লিষ্ট কর্মকর্তারা জানান, অভিযোগের সত্যতা যাচাইয়ে একাধিক সংস্থা কাজ করছে। প্রাথমিক তদন্তে দোষী সাব্যস্ত হলেই আইনানুগ ব্যবস্থা নেওয়া হবে। নিরপরাধ কেউ যাতে হয়রানির শিকার না হন সে বিষয়ে সতর্ক থাকার নির্দেশও দেওয়া হয়েছে। মামলার অগ্রগতি প্রতি মাসে পর্যালোচনা করা হবে বলে জানিয়েছেন সংশ্লিষ্ট ঊর্ধ্বতন কর্মকর্তা।	[10, 1164, 200, 1249]
brand-name: দেশ প্রতিক্ষণ	[1034, 37, 1184, 71]
page-number: ২	[266, 35, 281, 59]
